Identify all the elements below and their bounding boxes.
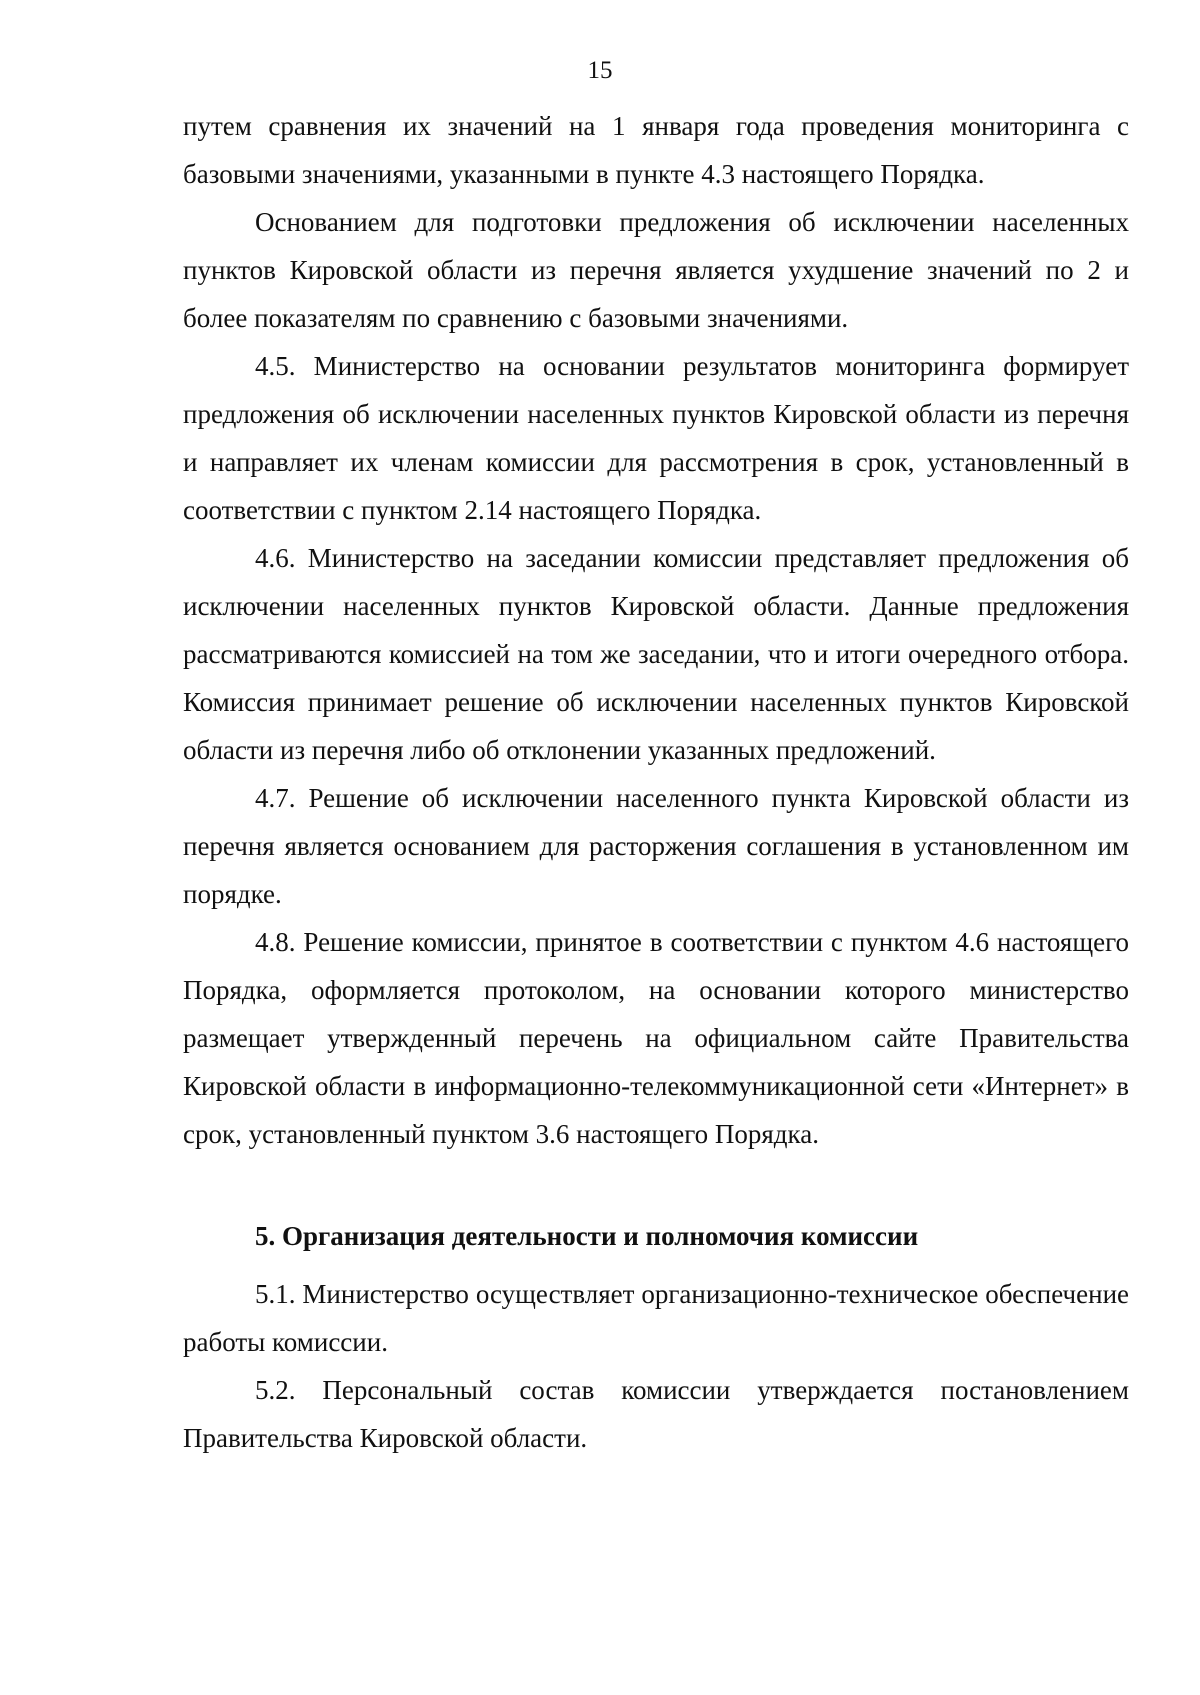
paragraph-exclusion-basis: Основанием для подготовки предложения об исключении населенных пунктов Кировской области из перечня является ухудшение значений по 2 и более показателям по сравнению с базовыми значениями.: [183, 207, 1129, 333]
page-number: 15: [587, 57, 613, 84]
paragraph-4-6: 4.6. Министерство на заседании комиссии представляет предложения об исключении населенных пунктов Кировской области. Данные предложения рассматриваются комиссией на том же заседании, что и итоги очередного отбора. Комиссия принимает решение об исключении населенных пунктов Кировской области из перечня либо об отклонении указанных предложений.: [183, 543, 1129, 765]
paragraph-4-8: 4.8. Решение комиссии, принятое в соответствии с пунктом 4.6 настоящего Порядка, оформляется протоколом, на основании которого министерство размещает утвержденный перечень на официальном сайте Правительства Кировской области в информационно-телекоммуникационной сети «Интернет» в срок, установленный пунктом 3.6 настоящего Порядка.: [183, 927, 1129, 1149]
paragraph-5-2: 5.2. Персональный состав комиссии утверждается постановлением Правительства Кировской области.: [183, 1375, 1129, 1453]
paragraph-continuation: путем сравнения их значений на 1 января года проведения мониторинга с базовыми значениями, указанными в пункте 4.3 настоящего Порядка.: [183, 111, 1129, 189]
document-body: [183, 102, 1129, 1462]
section-5-heading: 5. Организация деятельности и полномочия комиссии: [255, 1221, 919, 1251]
paragraph-4-5: 4.5. Министерство на основании результатов мониторинга формирует предложения об исключении населенных пунктов Кировской области из перечня и направляет их членам комиссии для рассмотрения в срок, установленный в соответствии с пунктом 2.14 настоящего Порядка.: [183, 351, 1129, 525]
paragraph-4-7: 4.7. Решение об исключении населенного пункта Кировской области из перечня является основанием для расторжения соглашения в установленном им порядке.: [183, 783, 1129, 909]
paragraph-5-1: 5.1. Министерство осуществляет организационно-техническое обеспечение работы комиссии.: [183, 1279, 1129, 1357]
